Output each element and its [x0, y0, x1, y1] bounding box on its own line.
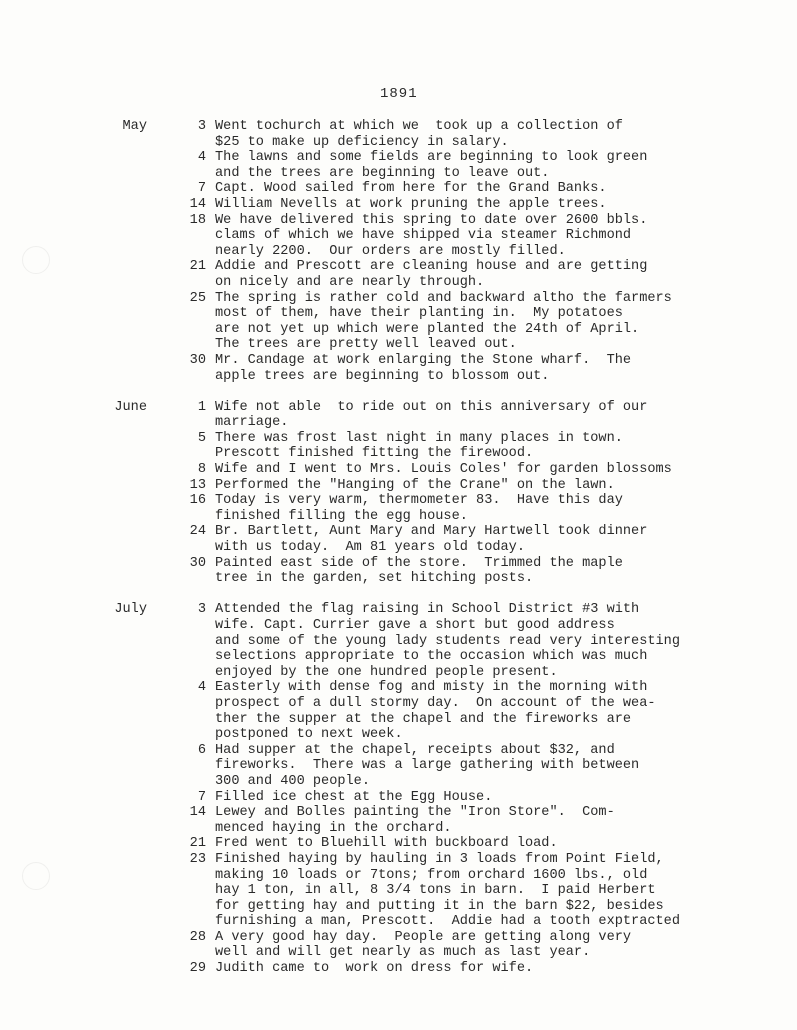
entry-day: 3 [197, 119, 206, 134]
entry-day: 21 [189, 259, 206, 275]
month-label [0, 836, 147, 852]
entry-day: 25 [189, 290, 206, 306]
entry-line: Attended the flag raising in School District #3 with [215, 602, 640, 618]
entry-day: 1 [197, 399, 206, 415]
entry-line: well and will get nearly as much as last year. [215, 945, 591, 961]
entry-line: prospect of a dull stormy day. On account of the wea- [215, 695, 656, 711]
month-label [0, 431, 147, 462]
entry-line: Capt. Wood sailed from here for the Grand Banks. [215, 181, 607, 197]
entry-text [215, 353, 785, 384]
month-label [0, 493, 147, 524]
entry-line: Addie and Prescott are cleaning house and are getting [215, 259, 648, 275]
month-label [0, 556, 147, 587]
month-label [0, 478, 147, 494]
diary-entry [0, 259, 797, 290]
entry-line: on nicely and are nearly through. [215, 274, 485, 290]
diary-entry [0, 353, 797, 384]
month-label [0, 930, 147, 961]
entry-line: and the trees are beginning to leave out. [215, 165, 550, 181]
entry-text [215, 493, 785, 524]
diary-entry [0, 836, 797, 852]
entry-line: Went tochurch at which we took up a collection of [215, 119, 623, 134]
month-section [0, 602, 797, 976]
diary-entry [0, 150, 797, 181]
diary-entry [0, 852, 797, 930]
entry-line: Judith came to work on dress for wife. [215, 961, 534, 977]
month-label [0, 524, 147, 555]
diary-entry [0, 680, 797, 742]
entry-day: 8 [197, 462, 206, 478]
entry-line: A very good hay day. People are getting along very [215, 929, 632, 945]
entry-line: wife. Capt. Currier gave a short but good address [215, 618, 615, 633]
diary-entry [0, 291, 797, 353]
entry-line: postponed to next week. [215, 727, 403, 743]
entry-day: 30 [189, 555, 206, 571]
page-year: 1891 [380, 86, 418, 102]
entry-line: Wife not able to ride out on this anniversary of our [215, 399, 648, 415]
entry-line: fireworks. There was a large gathering with between [215, 758, 640, 774]
entry-text [215, 602, 785, 680]
entry-line: Today is very warm, thermometer 83. Have this day [215, 493, 623, 509]
entry-day: 4 [197, 150, 206, 166]
month-label [0, 181, 147, 197]
diary-entry [0, 790, 797, 806]
month-label [0, 790, 147, 806]
entry-line: apple trees are beginning to blossom out. [215, 368, 550, 384]
entry-day: 14 [189, 196, 206, 212]
diary-entry [0, 431, 797, 462]
entry-day: 23 [189, 851, 206, 867]
entry-text [215, 291, 785, 353]
entry-day: 21 [189, 836, 206, 852]
entry-line: Lewey and Bolles painting the "Iron Store". Com- [215, 805, 615, 821]
month-label: May [122, 119, 147, 134]
diary-entry [0, 478, 797, 494]
month-label [0, 197, 147, 213]
entry-text [215, 478, 785, 494]
entry-line: Mr. Candage at work enlarging the Stone wharf. The [215, 352, 632, 368]
month-label [0, 213, 147, 260]
month-label [0, 743, 147, 790]
entry-line: Painted east side of the store. Trimmed the maple [215, 555, 623, 571]
diary-entries [0, 119, 797, 977]
entry-text [215, 790, 785, 806]
diary-entry [0, 524, 797, 555]
entry-text [215, 150, 785, 181]
entry-line: enjoyed by the one hundred people present. [215, 664, 558, 680]
entry-line: marriage. [215, 415, 289, 431]
entry-day: 16 [189, 493, 206, 509]
entry-line: Br. Bartlett, Aunt Mary and Mary Hartwell took dinner [215, 524, 648, 540]
month-label: June [114, 399, 147, 415]
diary-entry [0, 462, 797, 478]
entry-text [215, 181, 785, 197]
entry-line: There was frost last night in many places in town. [215, 430, 623, 446]
entry-text [215, 556, 785, 587]
entry-line: Finished haying by hauling in 3 loads from Point Field, [215, 851, 664, 867]
entry-line: furnishing a man, Prescott. Addie had a tooth exptracted [215, 914, 680, 930]
month-label [0, 150, 147, 181]
entry-text [215, 197, 785, 213]
diary-entry [0, 181, 797, 197]
entry-day: 13 [189, 477, 206, 493]
entry-line: The lawns and some fields are beginning to look green [215, 150, 648, 166]
entry-day: 18 [189, 212, 206, 228]
diary-entry [0, 961, 797, 977]
entry-text [215, 836, 785, 852]
entry-line: most of them, have their planting in. My potatoes [215, 306, 623, 322]
entry-line: ther the supper at the chapel and the fireworks are [215, 711, 632, 727]
diary-entry [0, 213, 797, 260]
diary-entry [0, 743, 797, 790]
entry-line: finished filling the egg house. [215, 508, 468, 524]
entry-line: for getting hay and putting it in the barn $22, besides [215, 898, 664, 914]
diary-entry [0, 930, 797, 961]
entry-line: The spring is rather cold and backward altho the farmers [215, 290, 672, 306]
month-label [0, 291, 147, 353]
entry-line: William Nevells at work pruning the apple trees. [215, 196, 607, 212]
entry-line: with us today. Am 81 years old today. [215, 540, 525, 556]
month-label [0, 852, 147, 930]
month-label [0, 353, 147, 384]
entry-text [215, 431, 785, 462]
diary-entry [0, 197, 797, 213]
month-label [0, 680, 147, 742]
entry-day: 4 [197, 680, 206, 696]
entry-text [215, 524, 785, 555]
entry-day: 14 [189, 805, 206, 821]
month-label [0, 961, 147, 977]
entry-line: and some of the young lady students read very interesting [215, 633, 680, 649]
entry-line: selections appropriate to the occasion which was much [215, 649, 648, 665]
diary-entry [0, 556, 797, 587]
entry-line: clams of which we have shipped via steamer Richmond [215, 228, 632, 244]
entry-line: Filled ice chest at the Egg House. [215, 789, 493, 805]
diary-entry [0, 805, 797, 836]
entry-line: Fred went to Bluehill with buckboard load. [215, 836, 558, 852]
entry-day: 29 [189, 961, 206, 977]
diary-entry [0, 119, 797, 150]
entry-text [215, 743, 785, 790]
entry-text [215, 680, 785, 742]
entry-line: The trees are pretty well leaved out. [215, 337, 517, 353]
entry-line: 300 and 400 people. [215, 773, 370, 789]
diary-entry [0, 400, 797, 431]
diary-entry [0, 493, 797, 524]
entry-line: Wife and I went to Mrs. Louis Coles' for garden blossoms [215, 462, 672, 478]
entry-day: 7 [197, 181, 206, 197]
entry-text [215, 961, 785, 977]
month-label [0, 805, 147, 836]
entry-line: menced haying in the orchard. [215, 820, 452, 836]
month-section [0, 400, 797, 587]
entry-day: 28 [189, 929, 206, 945]
entry-line: Prescott finished fitting the firewood. [215, 446, 534, 462]
entry-line: $25 to make up deficiency in salary. [215, 134, 509, 150]
entry-line: are not yet up which were planted the 24th of April. [215, 321, 640, 337]
entry-line: tree in the garden, set hitching posts. [215, 571, 534, 587]
month-label [0, 462, 147, 478]
entry-text [215, 400, 785, 431]
month-label: July [114, 602, 147, 618]
entry-line: Had supper at the chapel, receipts about $32, and [215, 742, 615, 758]
entry-text [215, 462, 785, 478]
entry-line: Performed the "Hanging of the Crane" on the lawn. [215, 477, 615, 493]
month-label [0, 259, 147, 290]
entry-text [215, 259, 785, 290]
entry-line: Easterly with dense fog and misty in the morning with [215, 680, 648, 696]
entry-text [215, 119, 785, 150]
entry-line: nearly 2200. Our orders are mostly filled. [215, 243, 566, 259]
diary-entry [0, 602, 797, 680]
entry-day: 24 [189, 524, 206, 540]
entry-text [215, 930, 785, 961]
entry-day: 30 [189, 352, 206, 368]
entry-text [215, 852, 785, 930]
entry-text [215, 213, 785, 260]
month-section [0, 119, 797, 384]
entry-day: 5 [197, 430, 206, 446]
entry-text [215, 805, 785, 836]
entry-line: We have delivered this spring to date over 2600 bbls. [215, 212, 648, 228]
entry-day: 7 [197, 789, 206, 805]
entry-line: hay 1 ton, in all, 8 3/4 tons in barn. I paid Herbert [215, 883, 656, 899]
entry-line: making 10 loads or 7tons; from orchard 1600 lbs., old [215, 867, 648, 883]
entry-day: 3 [197, 602, 206, 618]
entry-day: 6 [197, 742, 206, 758]
